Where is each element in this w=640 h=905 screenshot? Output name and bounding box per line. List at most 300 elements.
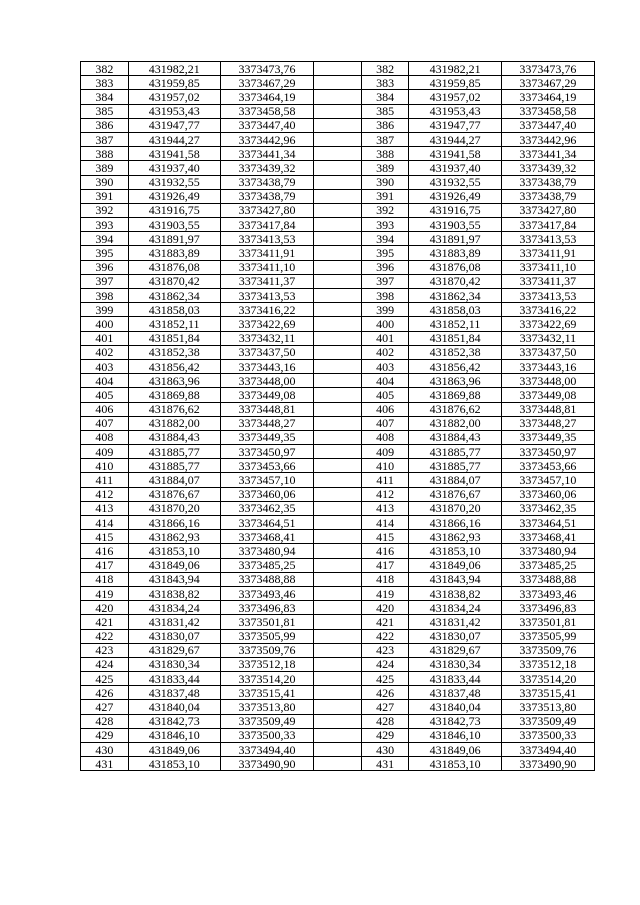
right-point-number-cell: 389	[361, 161, 409, 175]
right-y-coordinate-cell: 3373411,91	[501, 246, 594, 260]
right-x-coordinate-cell: 431932,55	[409, 175, 501, 189]
column-gap-cell	[314, 643, 362, 657]
table-row	[81, 175, 595, 189]
right-point-number-cell: 398	[361, 289, 409, 303]
right-x-coordinate-cell: 431853,10	[409, 544, 501, 558]
left-point-number-cell: 410	[81, 459, 129, 473]
left-x-coordinate-cell: 431982,21	[128, 62, 220, 76]
left-point-number-cell: 400	[81, 317, 129, 331]
left-point-number-cell: 388	[81, 147, 129, 161]
column-gap-cell	[314, 388, 362, 402]
right-point-number-cell: 386	[361, 118, 409, 132]
right-y-coordinate-cell: 3373438,79	[501, 189, 594, 203]
column-gap-cell	[314, 203, 362, 217]
left-point-number-cell: 424	[81, 657, 129, 671]
right-y-coordinate-cell: 3373496,83	[501, 601, 594, 615]
column-gap-cell	[314, 104, 362, 118]
left-point-number-cell: 411	[81, 473, 129, 487]
left-point-number-cell: 431	[81, 757, 129, 771]
left-y-coordinate-cell: 3373480,94	[220, 544, 313, 558]
left-y-coordinate-cell: 3373441,34	[220, 147, 313, 161]
right-y-coordinate-cell: 3373448,27	[501, 416, 594, 430]
right-y-coordinate-cell: 3373500,33	[501, 728, 594, 742]
right-y-coordinate-cell: 3373443,16	[501, 359, 594, 373]
left-x-coordinate-cell: 431846,10	[128, 728, 220, 742]
right-y-coordinate-cell: 3373509,49	[501, 714, 594, 728]
right-y-coordinate-cell: 3373480,94	[501, 544, 594, 558]
left-x-coordinate-cell: 431849,06	[128, 558, 220, 572]
table-row	[81, 260, 595, 274]
right-point-number-cell: 428	[361, 714, 409, 728]
left-point-number-cell: 426	[81, 686, 129, 700]
table-row	[81, 501, 595, 515]
left-point-number-cell: 419	[81, 586, 129, 600]
left-y-coordinate-cell: 3373453,66	[220, 459, 313, 473]
right-x-coordinate-cell: 431870,42	[409, 274, 501, 288]
left-y-coordinate-cell: 3373488,88	[220, 572, 313, 586]
right-x-coordinate-cell: 431957,02	[409, 90, 501, 104]
left-x-coordinate-cell: 431882,00	[128, 416, 220, 430]
table-row	[81, 445, 595, 459]
left-x-coordinate-cell: 431937,40	[128, 161, 220, 175]
column-gap-cell	[314, 530, 362, 544]
table-row	[81, 657, 595, 671]
left-y-coordinate-cell: 3373416,22	[220, 303, 313, 317]
left-point-number-cell: 427	[81, 700, 129, 714]
right-x-coordinate-cell: 431947,77	[409, 118, 501, 132]
right-x-coordinate-cell: 431876,08	[409, 260, 501, 274]
table-row	[81, 289, 595, 303]
left-point-number-cell: 420	[81, 601, 129, 615]
table-row	[81, 402, 595, 416]
column-gap-cell	[314, 246, 362, 260]
right-x-coordinate-cell: 431843,94	[409, 572, 501, 586]
left-x-coordinate-cell: 431858,03	[128, 303, 220, 317]
right-y-coordinate-cell: 3373413,53	[501, 232, 594, 246]
table-row	[81, 345, 595, 359]
right-y-coordinate-cell: 3373442,96	[501, 132, 594, 146]
right-point-number-cell: 429	[361, 728, 409, 742]
right-x-coordinate-cell: 431959,85	[409, 76, 501, 90]
column-gap-cell	[314, 430, 362, 444]
table-row	[81, 274, 595, 288]
left-x-coordinate-cell: 431884,43	[128, 430, 220, 444]
column-gap-cell	[314, 629, 362, 643]
right-point-number-cell: 408	[361, 430, 409, 444]
right-x-coordinate-cell: 431862,34	[409, 289, 501, 303]
table-row	[81, 757, 595, 771]
right-x-coordinate-cell: 431831,42	[409, 615, 501, 629]
table-row	[81, 232, 595, 246]
right-x-coordinate-cell: 431876,62	[409, 402, 501, 416]
right-point-number-cell: 425	[361, 672, 409, 686]
left-x-coordinate-cell: 431941,58	[128, 147, 220, 161]
table-row	[81, 728, 595, 742]
table-row	[81, 132, 595, 146]
right-x-coordinate-cell: 431883,89	[409, 246, 501, 260]
right-point-number-cell: 427	[361, 700, 409, 714]
left-y-coordinate-cell: 3373411,37	[220, 274, 313, 288]
right-x-coordinate-cell: 431866,16	[409, 516, 501, 530]
column-gap-cell	[314, 317, 362, 331]
table-row	[81, 416, 595, 430]
right-point-number-cell: 430	[361, 743, 409, 757]
left-y-coordinate-cell: 3373449,08	[220, 388, 313, 402]
column-gap-cell	[314, 672, 362, 686]
left-y-coordinate-cell: 3373458,58	[220, 104, 313, 118]
right-point-number-cell: 384	[361, 90, 409, 104]
column-gap-cell	[314, 586, 362, 600]
left-point-number-cell: 414	[81, 516, 129, 530]
left-point-number-cell: 405	[81, 388, 129, 402]
left-y-coordinate-cell: 3373411,91	[220, 246, 313, 260]
left-x-coordinate-cell: 431866,16	[128, 516, 220, 530]
table-row	[81, 303, 595, 317]
right-y-coordinate-cell: 3373447,40	[501, 118, 594, 132]
right-y-coordinate-cell: 3373464,51	[501, 516, 594, 530]
column-gap-cell	[314, 487, 362, 501]
table-row	[81, 473, 595, 487]
column-gap-cell	[314, 289, 362, 303]
column-gap-cell	[314, 189, 362, 203]
left-x-coordinate-cell: 431838,82	[128, 586, 220, 600]
left-point-number-cell: 385	[81, 104, 129, 118]
right-point-number-cell: 426	[361, 686, 409, 700]
right-y-coordinate-cell: 3373488,88	[501, 572, 594, 586]
column-gap-cell	[314, 601, 362, 615]
table-row	[81, 331, 595, 345]
table-row	[81, 516, 595, 530]
table-row	[81, 672, 595, 686]
right-y-coordinate-cell: 3373416,22	[501, 303, 594, 317]
table-row	[81, 118, 595, 132]
right-point-number-cell: 383	[361, 76, 409, 90]
left-y-coordinate-cell: 3373417,84	[220, 218, 313, 232]
right-x-coordinate-cell: 431856,42	[409, 359, 501, 373]
right-y-coordinate-cell: 3373490,90	[501, 757, 594, 771]
right-point-number-cell: 400	[361, 317, 409, 331]
column-gap-cell	[314, 700, 362, 714]
right-y-coordinate-cell: 3373411,37	[501, 274, 594, 288]
column-gap-cell	[314, 544, 362, 558]
left-y-coordinate-cell: 3373485,25	[220, 558, 313, 572]
column-gap-cell	[314, 686, 362, 700]
column-gap-cell	[314, 572, 362, 586]
right-x-coordinate-cell: 431884,07	[409, 473, 501, 487]
table-row	[81, 586, 595, 600]
left-y-coordinate-cell: 3373450,97	[220, 445, 313, 459]
column-gap-cell	[314, 359, 362, 373]
left-point-number-cell: 401	[81, 331, 129, 345]
left-point-number-cell: 387	[81, 132, 129, 146]
right-point-number-cell: 431	[361, 757, 409, 771]
left-point-number-cell: 413	[81, 501, 129, 515]
left-point-number-cell: 382	[81, 62, 129, 76]
right-x-coordinate-cell: 431884,43	[409, 430, 501, 444]
right-point-number-cell: 397	[361, 274, 409, 288]
left-x-coordinate-cell: 431833,44	[128, 672, 220, 686]
left-point-number-cell: 425	[81, 672, 129, 686]
column-gap-cell	[314, 175, 362, 189]
right-point-number-cell: 396	[361, 260, 409, 274]
table-row	[81, 359, 595, 373]
right-y-coordinate-cell: 3373515,41	[501, 686, 594, 700]
left-x-coordinate-cell: 431947,77	[128, 118, 220, 132]
left-y-coordinate-cell: 3373513,80	[220, 700, 313, 714]
right-y-coordinate-cell: 3373427,80	[501, 203, 594, 217]
left-point-number-cell: 408	[81, 430, 129, 444]
left-y-coordinate-cell: 3373411,10	[220, 260, 313, 274]
left-x-coordinate-cell: 431862,93	[128, 530, 220, 544]
right-x-coordinate-cell: 431846,10	[409, 728, 501, 742]
right-y-coordinate-cell: 3373432,11	[501, 331, 594, 345]
left-point-number-cell: 409	[81, 445, 129, 459]
column-gap-cell	[314, 657, 362, 671]
left-y-coordinate-cell: 3373449,35	[220, 430, 313, 444]
table-row	[81, 459, 595, 473]
left-x-coordinate-cell: 431870,42	[128, 274, 220, 288]
left-x-coordinate-cell: 431843,94	[128, 572, 220, 586]
column-gap-cell	[314, 416, 362, 430]
left-point-number-cell: 384	[81, 90, 129, 104]
column-gap-cell	[314, 90, 362, 104]
right-y-coordinate-cell: 3373411,10	[501, 260, 594, 274]
right-y-coordinate-cell: 3373501,81	[501, 615, 594, 629]
left-x-coordinate-cell: 431885,77	[128, 459, 220, 473]
right-x-coordinate-cell: 431837,48	[409, 686, 501, 700]
left-x-coordinate-cell: 431842,73	[128, 714, 220, 728]
right-x-coordinate-cell: 431840,04	[409, 700, 501, 714]
left-x-coordinate-cell: 431883,89	[128, 246, 220, 260]
column-gap-cell	[314, 76, 362, 90]
right-x-coordinate-cell: 431852,38	[409, 345, 501, 359]
left-y-coordinate-cell: 3373457,10	[220, 473, 313, 487]
right-x-coordinate-cell: 431830,07	[409, 629, 501, 643]
right-y-coordinate-cell: 3373473,76	[501, 62, 594, 76]
right-point-number-cell: 390	[361, 175, 409, 189]
right-x-coordinate-cell: 431916,75	[409, 203, 501, 217]
right-y-coordinate-cell: 3373449,35	[501, 430, 594, 444]
right-x-coordinate-cell: 431862,93	[409, 530, 501, 544]
left-point-number-cell: 421	[81, 615, 129, 629]
right-point-number-cell: 391	[361, 189, 409, 203]
left-y-coordinate-cell: 3373448,81	[220, 402, 313, 416]
left-y-coordinate-cell: 3373460,06	[220, 487, 313, 501]
column-gap-cell	[314, 558, 362, 572]
left-y-coordinate-cell: 3373467,29	[220, 76, 313, 90]
coordinates-table-body	[81, 62, 595, 771]
left-y-coordinate-cell: 3373509,76	[220, 643, 313, 657]
left-point-number-cell: 383	[81, 76, 129, 90]
left-x-coordinate-cell: 431916,75	[128, 203, 220, 217]
left-point-number-cell: 392	[81, 203, 129, 217]
right-point-number-cell: 423	[361, 643, 409, 657]
left-y-coordinate-cell: 3373427,80	[220, 203, 313, 217]
left-y-coordinate-cell: 3373514,20	[220, 672, 313, 686]
left-point-number-cell: 422	[81, 629, 129, 643]
table-row	[81, 544, 595, 558]
table-row	[81, 246, 595, 260]
left-point-number-cell: 423	[81, 643, 129, 657]
column-gap-cell	[314, 402, 362, 416]
left-point-number-cell: 412	[81, 487, 129, 501]
left-y-coordinate-cell: 3373493,46	[220, 586, 313, 600]
table-row	[81, 161, 595, 175]
column-gap-cell	[314, 303, 362, 317]
left-point-number-cell: 396	[81, 260, 129, 274]
right-point-number-cell: 394	[361, 232, 409, 246]
right-y-coordinate-cell: 3373464,19	[501, 90, 594, 104]
left-point-number-cell: 389	[81, 161, 129, 175]
left-point-number-cell: 430	[81, 743, 129, 757]
right-y-coordinate-cell: 3373422,69	[501, 317, 594, 331]
right-point-number-cell: 382	[361, 62, 409, 76]
column-gap-cell	[314, 516, 362, 530]
right-point-number-cell: 385	[361, 104, 409, 118]
table-row	[81, 147, 595, 161]
right-x-coordinate-cell: 431851,84	[409, 331, 501, 345]
column-gap-cell	[314, 473, 362, 487]
left-point-number-cell: 416	[81, 544, 129, 558]
table-row	[81, 530, 595, 544]
column-gap-cell	[314, 274, 362, 288]
table-row	[81, 218, 595, 232]
column-gap-cell	[314, 743, 362, 757]
left-y-coordinate-cell: 3373448,27	[220, 416, 313, 430]
left-x-coordinate-cell: 431830,07	[128, 629, 220, 643]
right-point-number-cell: 411	[361, 473, 409, 487]
left-y-coordinate-cell: 3373496,83	[220, 601, 313, 615]
right-point-number-cell: 407	[361, 416, 409, 430]
column-gap-cell	[314, 501, 362, 515]
right-point-number-cell: 410	[361, 459, 409, 473]
right-y-coordinate-cell: 3373413,53	[501, 289, 594, 303]
right-x-coordinate-cell: 431849,06	[409, 743, 501, 757]
left-point-number-cell: 391	[81, 189, 129, 203]
column-gap-cell	[314, 331, 362, 345]
right-y-coordinate-cell: 3373448,81	[501, 402, 594, 416]
left-point-number-cell: 417	[81, 558, 129, 572]
left-point-number-cell: 418	[81, 572, 129, 586]
table-row	[81, 572, 595, 586]
right-x-coordinate-cell: 431937,40	[409, 161, 501, 175]
column-gap-cell	[314, 345, 362, 359]
table-row	[81, 430, 595, 444]
left-point-number-cell: 429	[81, 728, 129, 742]
column-gap-cell	[314, 757, 362, 771]
right-y-coordinate-cell: 3373441,34	[501, 147, 594, 161]
right-point-number-cell: 422	[361, 629, 409, 643]
right-x-coordinate-cell: 431838,82	[409, 586, 501, 600]
table-row	[81, 714, 595, 728]
left-x-coordinate-cell: 431849,06	[128, 743, 220, 757]
left-x-coordinate-cell: 431837,48	[128, 686, 220, 700]
left-y-coordinate-cell: 3373494,40	[220, 743, 313, 757]
column-gap-cell	[314, 232, 362, 246]
right-point-number-cell: 401	[361, 331, 409, 345]
right-x-coordinate-cell: 431842,73	[409, 714, 501, 728]
left-x-coordinate-cell: 431869,88	[128, 388, 220, 402]
right-point-number-cell: 409	[361, 445, 409, 459]
column-gap-cell	[314, 459, 362, 473]
right-point-number-cell: 404	[361, 374, 409, 388]
right-y-coordinate-cell: 3373417,84	[501, 218, 594, 232]
left-x-coordinate-cell: 431926,49	[128, 189, 220, 203]
left-y-coordinate-cell: 3373448,00	[220, 374, 313, 388]
table-row	[81, 558, 595, 572]
left-x-coordinate-cell: 431853,10	[128, 544, 220, 558]
left-x-coordinate-cell: 431870,20	[128, 501, 220, 515]
left-point-number-cell: 404	[81, 374, 129, 388]
right-y-coordinate-cell: 3373494,40	[501, 743, 594, 757]
right-y-coordinate-cell: 3373505,99	[501, 629, 594, 643]
left-x-coordinate-cell: 431862,34	[128, 289, 220, 303]
right-point-number-cell: 424	[361, 657, 409, 671]
column-gap-cell	[314, 374, 362, 388]
right-y-coordinate-cell: 3373449,08	[501, 388, 594, 402]
right-y-coordinate-cell: 3373462,35	[501, 501, 594, 515]
left-point-number-cell: 407	[81, 416, 129, 430]
table-row	[81, 388, 595, 402]
right-y-coordinate-cell: 3373514,20	[501, 672, 594, 686]
left-y-coordinate-cell: 3373468,41	[220, 530, 313, 544]
right-x-coordinate-cell: 431853,10	[409, 757, 501, 771]
left-x-coordinate-cell: 431959,85	[128, 76, 220, 90]
right-y-coordinate-cell: 3373453,66	[501, 459, 594, 473]
column-gap-cell	[314, 118, 362, 132]
right-x-coordinate-cell: 431891,97	[409, 232, 501, 246]
right-x-coordinate-cell: 431829,67	[409, 643, 501, 657]
right-x-coordinate-cell: 431944,27	[409, 132, 501, 146]
right-point-number-cell: 414	[361, 516, 409, 530]
left-point-number-cell: 390	[81, 175, 129, 189]
left-x-coordinate-cell: 431944,27	[128, 132, 220, 146]
right-point-number-cell: 417	[361, 558, 409, 572]
table-row	[81, 374, 595, 388]
right-y-coordinate-cell: 3373467,29	[501, 76, 594, 90]
right-y-coordinate-cell: 3373439,32	[501, 161, 594, 175]
right-y-coordinate-cell: 3373458,58	[501, 104, 594, 118]
table-row	[81, 615, 595, 629]
left-y-coordinate-cell: 3373439,32	[220, 161, 313, 175]
table-row	[81, 76, 595, 90]
left-y-coordinate-cell: 3373442,96	[220, 132, 313, 146]
left-y-coordinate-cell: 3373438,79	[220, 189, 313, 203]
left-point-number-cell: 415	[81, 530, 129, 544]
right-y-coordinate-cell: 3373493,46	[501, 586, 594, 600]
table-row	[81, 104, 595, 118]
right-x-coordinate-cell: 431834,24	[409, 601, 501, 615]
table-row	[81, 601, 595, 615]
left-x-coordinate-cell: 431953,43	[128, 104, 220, 118]
left-x-coordinate-cell: 431885,77	[128, 445, 220, 459]
right-x-coordinate-cell: 431876,67	[409, 487, 501, 501]
left-x-coordinate-cell: 431834,24	[128, 601, 220, 615]
right-point-number-cell: 412	[361, 487, 409, 501]
left-x-coordinate-cell: 431829,67	[128, 643, 220, 657]
right-point-number-cell: 399	[361, 303, 409, 317]
right-point-number-cell: 392	[361, 203, 409, 217]
left-y-coordinate-cell: 3373462,35	[220, 501, 313, 515]
right-point-number-cell: 420	[361, 601, 409, 615]
left-point-number-cell: 399	[81, 303, 129, 317]
table-row	[81, 700, 595, 714]
table-row	[81, 90, 595, 104]
left-x-coordinate-cell: 431856,42	[128, 359, 220, 373]
right-point-number-cell: 419	[361, 586, 409, 600]
left-y-coordinate-cell: 3373509,49	[220, 714, 313, 728]
column-gap-cell	[314, 445, 362, 459]
